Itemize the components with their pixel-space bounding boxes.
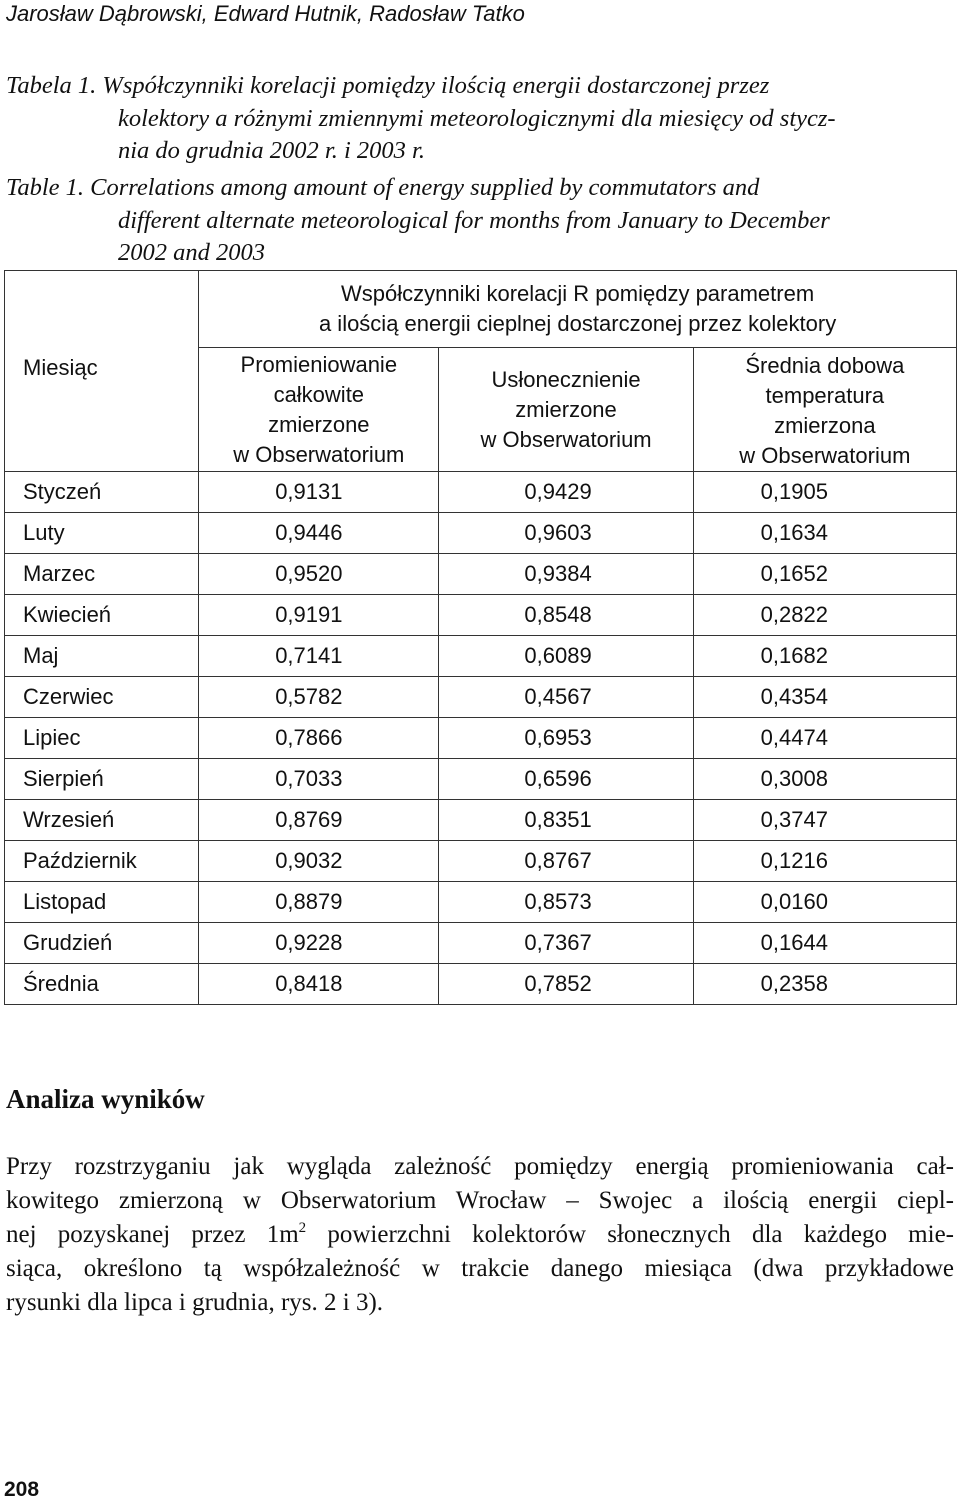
cell-temperature: 0,1634: [693, 513, 956, 554]
cell-radiation: 0,5782: [199, 677, 439, 718]
caption-en-line-1: Table 1. Correlations among amount of energy supplied by commutators and: [6, 174, 760, 201]
cell-radiation: 0,8418: [199, 964, 439, 1005]
header-group-line-1: Współczynniki korelacji R pomiędzy parametrem: [341, 281, 815, 306]
header-radiation-line-4: w Obserwatorium: [233, 441, 405, 467]
page-number: 208: [4, 1478, 40, 1501]
cell-insolation: 0,6089: [439, 636, 693, 677]
cell-insolation: 0,9603: [439, 513, 693, 554]
header-temperature-line-4: w Obserwatorium: [739, 443, 911, 468]
table-row: [5, 841, 957, 882]
paragraph-line-3-start: nej pozyskanej przez 1m: [6, 1221, 299, 1248]
cell-temperature: 0,1644: [693, 923, 956, 964]
cell-temperature: 0,3008: [693, 759, 956, 800]
cell-insolation: 0,6596: [439, 759, 693, 800]
cell-month: Wrzesień: [5, 800, 199, 841]
cell-month: Sierpień: [5, 759, 199, 800]
cell-radiation: 0,8879: [199, 882, 439, 923]
header-radiation-line-3: zmierzone: [268, 411, 370, 437]
cell-radiation: 0,9191: [199, 595, 439, 636]
cell-month: Lipiec: [5, 718, 199, 759]
table-row: [5, 882, 957, 923]
cell-insolation: 0,8351: [439, 800, 693, 841]
header-group-line-2: a ilością energii cieplnej dostarczonej przez kolektory: [318, 311, 837, 336]
cell-temperature: 0,4354: [693, 677, 956, 718]
table-caption-english: [6, 172, 956, 270]
caption-en-line-2: different alternate meteorological for months from January to December: [118, 206, 830, 234]
cell-insolation: 0,6953: [439, 718, 693, 759]
header-insolation-line-1: Usłonecznienie: [491, 366, 641, 392]
cell-month: Październik: [5, 841, 199, 882]
cell-month: Grudzień: [5, 923, 199, 964]
cell-radiation: 0,8769: [199, 800, 439, 841]
header-temperature-line-2: temperatura: [765, 383, 885, 408]
cell-temperature: 0,2822: [693, 595, 956, 636]
cell-radiation: 0,9520: [199, 554, 439, 595]
header-radiation-line-2: całkowite: [273, 381, 365, 407]
cell-insolation: 0,9429: [439, 472, 693, 513]
cell-insolation: 0,8548: [439, 595, 693, 636]
header-temperature-line-3: zmierzona: [774, 413, 876, 438]
cell-temperature: 0,1905: [693, 472, 956, 513]
header-insolation-line-2: zmierzone: [515, 396, 617, 422]
cell-insolation: 0,8573: [439, 882, 693, 923]
cell-radiation: 0,9228: [199, 923, 439, 964]
paragraph-line-3: [6, 1218, 954, 1252]
section-title: Analiza wyników: [6, 1084, 205, 1114]
paragraph-line-3-end: powierzchni kolektorów słonecznych dla każdego mie-: [306, 1221, 954, 1248]
table-row: [5, 554, 957, 595]
superscript-2: 2: [298, 1220, 307, 1236]
cell-insolation: 0,7367: [439, 923, 693, 964]
paragraph-line-4: siąca, określono tą współzależność w trakcie danego miesiąca (dwa przykładowe: [6, 1255, 954, 1282]
table-row: [5, 636, 957, 677]
table-row: [5, 923, 957, 964]
header-insolation: [439, 348, 693, 472]
cell-temperature: 0,3747: [693, 800, 956, 841]
cell-radiation: 0,7033: [199, 759, 439, 800]
cell-radiation: 0,9446: [199, 513, 439, 554]
cell-insolation: 0,4567: [439, 677, 693, 718]
cell-insolation: 0,8767: [439, 841, 693, 882]
table-row: [5, 718, 957, 759]
caption-pl-line-2: kolektory a różnymi zmiennymi meteorologicznymi dla miesięcy od stycz-: [118, 104, 836, 132]
body-paragraph: [6, 1150, 954, 1320]
cell-month: Luty: [5, 513, 199, 554]
caption-en-line-3: 2002 and 2003: [118, 239, 265, 266]
cell-month: Kwiecień: [5, 595, 199, 636]
table-row: [5, 595, 957, 636]
cell-radiation: 0,7866: [199, 718, 439, 759]
table-row: [5, 759, 957, 800]
table-row: [5, 513, 957, 554]
cell-temperature: 0,0160: [693, 882, 956, 923]
cell-radiation: 0,7141: [199, 636, 439, 677]
paragraph-line-5: rysunki dla lipca i grudnia, rys. 2 i 3).: [6, 1289, 384, 1316]
caption-pl-line-3: nia do grudnia 2002 r. i 2003 r.: [118, 137, 425, 164]
table-row: [5, 472, 957, 513]
table-row: [5, 800, 957, 841]
cell-temperature: 0,4474: [693, 718, 956, 759]
header-radiation: [199, 348, 439, 472]
header-temperature: [693, 348, 956, 472]
cell-radiation: 0,9032: [199, 841, 439, 882]
header-temperature-line-1: Średnia dobowa: [745, 353, 905, 378]
cell-month: Czerwiec: [5, 677, 199, 718]
table-body: [5, 472, 957, 1005]
header-group: [199, 271, 957, 348]
cell-insolation: 0,9384: [439, 554, 693, 595]
cell-temperature: 0,1216: [693, 841, 956, 882]
paragraph-line-2: kowitego zmierzoną w Obserwatorium Wrocław – Swojec a ilością energii ciepl-: [6, 1187, 954, 1214]
paragraph-line-1: Przy rozstrzyganiu jak wygląda zależność pomiędzy energią promieniowania cał-: [6, 1153, 954, 1180]
header-radiation-line-1: Promieniowanie: [240, 351, 398, 377]
table-row: [5, 677, 957, 718]
cell-month: Maj: [5, 636, 199, 677]
table-caption-polish: [6, 70, 956, 168]
cell-month: Listopad: [5, 882, 199, 923]
header-month: Miesiąc: [5, 271, 199, 472]
correlation-table: [4, 270, 957, 1005]
cell-month: Średnia: [5, 964, 199, 1005]
cell-insolation: 0,7852: [439, 964, 693, 1005]
caption-pl-line-1: Tabela 1. Współczynniki korelacji pomiędzy ilością energii dostarczonej przez: [6, 72, 770, 99]
cell-month: Styczeń: [5, 472, 199, 513]
cell-radiation: 0,9131: [199, 472, 439, 513]
cell-temperature: 0,2358: [693, 964, 956, 1005]
cell-temperature: 0,1682: [693, 636, 956, 677]
running-header-authors: Jarosław Dąbrowski, Edward Hutnik, Radosław Tatko: [6, 1, 525, 26]
table-row: [5, 964, 957, 1005]
cell-month: Marzec: [5, 554, 199, 595]
cell-temperature: 0,1652: [693, 554, 956, 595]
header-insolation-line-3: w Obserwatorium: [480, 426, 652, 452]
